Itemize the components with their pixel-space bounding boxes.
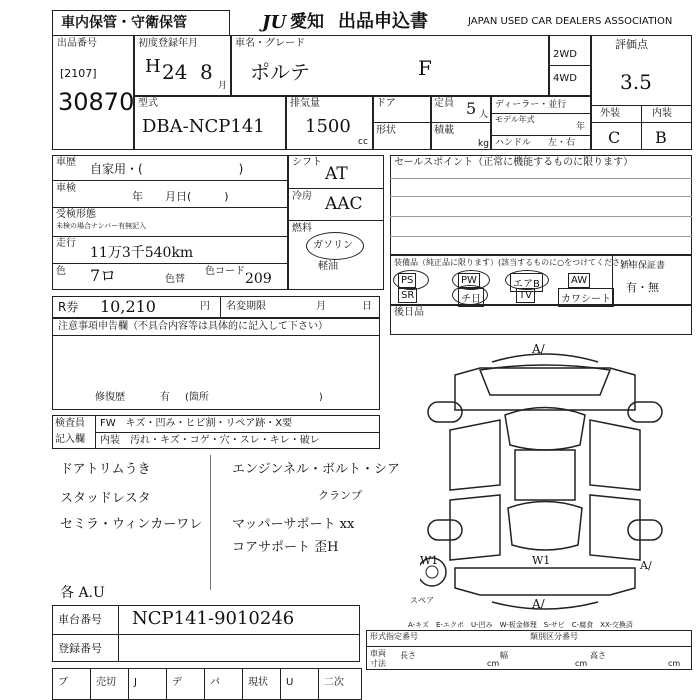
spare-label: スペア bbox=[410, 596, 434, 605]
exterior-label: 外装 bbox=[600, 108, 620, 119]
warranty-label: 新車保証書 bbox=[620, 261, 666, 271]
shift-value: AT bbox=[325, 164, 348, 184]
color-label: 色 bbox=[56, 266, 66, 277]
equip-tv: TV bbox=[516, 288, 535, 303]
note-line-8: 各 A.U bbox=[60, 585, 105, 601]
equip-aw: AW bbox=[568, 273, 590, 288]
equipment-label: 装備品（純正品に限ります）(該当するものに○をつけてください) bbox=[394, 258, 632, 267]
repair-location: (箇所 ) bbox=[185, 392, 323, 403]
lot-number-label: 出品番号 bbox=[57, 38, 97, 49]
cert-dimension-label: 寸法 bbox=[370, 659, 386, 668]
interior-label: 内装 bbox=[652, 108, 672, 119]
registration-era: H bbox=[145, 56, 161, 77]
inspector-row-1: FW キズ・凹み・ヒビ割・リペア跡・X要 bbox=[100, 418, 293, 429]
transfer-label: 受検形態 bbox=[56, 209, 96, 220]
equip-ps: PS bbox=[398, 273, 416, 288]
color-code-value: 209 bbox=[245, 271, 272, 287]
inspector-row-2: 内装 汚れ・キズ・コゲ・穴・スレ・キレ・破レ bbox=[100, 435, 320, 446]
car-name: ポルテ bbox=[250, 60, 310, 84]
storage-note-box bbox=[52, 10, 230, 36]
capacity-unit: 人 bbox=[479, 110, 489, 120]
month-unit: 月 bbox=[218, 81, 228, 91]
mileage-value: 11万3千540km bbox=[90, 245, 194, 261]
damage-legend: A-キズ E-エクボ U-凹み W-板金修理 S-サビ C-腐食 XX-交換済 bbox=[408, 621, 633, 629]
damage-mark-top: A/ bbox=[532, 342, 545, 356]
note-line-4: エンジンネル・ボルト・シア bbox=[232, 462, 400, 477]
drive-2wd: 2WD bbox=[553, 49, 577, 60]
ju-logo-icon: JU bbox=[262, 12, 287, 33]
damage-mark-right: W1 bbox=[532, 554, 551, 567]
mileage-label: 走行 bbox=[56, 238, 76, 249]
ps-circle bbox=[393, 270, 429, 290]
dealer-label: ディーラー・並行 bbox=[495, 100, 567, 110]
cert-vehicle-label: 車両 bbox=[370, 649, 386, 658]
registration-month: 8 bbox=[200, 60, 213, 84]
door-label: ドア bbox=[376, 98, 396, 109]
recycle-unit: 円 bbox=[200, 301, 210, 312]
bottom-cell-2: 売切 bbox=[96, 677, 116, 688]
shift-label: シフト bbox=[292, 157, 322, 168]
damage-mark-left: W1 bbox=[420, 554, 439, 567]
bottom-cell-8: 二次 bbox=[324, 677, 344, 688]
storage-note: 車内保管・守衛保管 bbox=[61, 15, 187, 31]
cert-length-label: 長さ bbox=[400, 651, 416, 660]
expiry-label: 名変期限 bbox=[226, 301, 266, 312]
registration-year: 24 bbox=[162, 60, 188, 84]
chassis-label: 車台番号 bbox=[58, 613, 102, 626]
cc-unit: cc bbox=[358, 137, 368, 147]
inspector-label-1: 検査員 bbox=[55, 418, 85, 429]
equip-pw: PW bbox=[458, 273, 480, 288]
nav-circle bbox=[452, 285, 488, 305]
expiry-month: 月 bbox=[316, 301, 326, 312]
bottom-cell-5: パ bbox=[210, 677, 220, 688]
exterior-grade: C bbox=[608, 128, 621, 147]
model-label: 型式 bbox=[138, 98, 158, 109]
color-code-label: 色コード bbox=[205, 266, 245, 277]
cert-height-label: 高さ bbox=[590, 651, 606, 660]
equip-sr: SR bbox=[398, 288, 417, 303]
year-unit: 年 bbox=[576, 122, 586, 132]
ac-value: AAC bbox=[325, 194, 363, 214]
inspector-label-2: 記入欄 bbox=[55, 434, 85, 445]
note-line-3: セミラ・ウィンカーワレ bbox=[60, 517, 203, 532]
kg-unit: kg bbox=[478, 139, 489, 149]
drive-4wd: 4WD bbox=[553, 73, 577, 84]
cert-cm-1: cm bbox=[487, 659, 500, 668]
airbag-circle bbox=[505, 270, 549, 290]
transfer-sub: 未検の場合ナンバー有無記入 bbox=[56, 222, 147, 230]
sales-point-block bbox=[390, 155, 692, 255]
reg-number-label: 登録番号 bbox=[58, 642, 102, 655]
registration-label: 初度登録年月 bbox=[138, 38, 198, 49]
shade-label: 色替 bbox=[165, 274, 185, 285]
model-year-label: モデル年式 bbox=[495, 115, 535, 124]
note-line-7: コアサポート 歪H bbox=[232, 540, 339, 555]
fuel-label: 燃料 bbox=[292, 223, 312, 234]
cert-cm-3: cm bbox=[668, 659, 681, 668]
note-line-2: スタッドレスタ bbox=[60, 491, 151, 506]
shape-label: 形状 bbox=[376, 125, 396, 136]
equip-airbag: エアB bbox=[510, 273, 543, 292]
later-items-label: 後日品 bbox=[394, 307, 424, 318]
handle-label: ハンドル bbox=[495, 138, 532, 148]
color-value: 7ロ bbox=[90, 266, 117, 285]
load-label: 積載 bbox=[434, 125, 454, 136]
sales-point-label: セールスポイント（正常に機能するものに限ります） bbox=[394, 157, 634, 168]
damage-mark-right-side: A/ bbox=[640, 559, 652, 572]
equip-leather-seat: カワシート bbox=[558, 288, 614, 307]
displacement-label: 排気量 bbox=[290, 98, 320, 109]
lot-number: 30870 bbox=[58, 88, 135, 116]
cert-type-label: 形式指定番号 bbox=[370, 632, 418, 641]
repair-history-value: 有 bbox=[160, 392, 170, 403]
bottom-cell-1: ブ bbox=[58, 677, 68, 688]
capacity-value: 5 bbox=[466, 99, 477, 118]
notes-label: 注意事項申告欄（不具合内容等は具体的に記入して下さい） bbox=[58, 321, 328, 332]
bottom-cell-3: J bbox=[134, 677, 137, 688]
fuel-gasoline: ガソリン bbox=[313, 240, 353, 251]
gasoline-circle bbox=[306, 232, 364, 260]
usage-type-label: 車歴 bbox=[56, 157, 76, 168]
note-line-1: ドアトリムうき bbox=[60, 462, 151, 477]
inspection-label: 車検 bbox=[56, 183, 76, 194]
ac-label: 冷房 bbox=[292, 191, 312, 202]
car-damage-diagram bbox=[420, 340, 670, 620]
association-name: JAPAN USED CAR DEALERS ASSOCIATION bbox=[468, 16, 673, 27]
later-items-block bbox=[390, 305, 692, 335]
bottom-cell-6: 現状 bbox=[248, 677, 268, 688]
cert-class-label: 類別区分番号 bbox=[530, 632, 578, 641]
capacity-label: 定員 bbox=[434, 98, 454, 109]
bottom-cell-7: U bbox=[286, 677, 294, 688]
lot-bracket-code: [2107] bbox=[60, 67, 97, 80]
logo-text: 愛知 bbox=[290, 12, 324, 32]
usage-type-value: 自家用・( ) bbox=[90, 162, 244, 176]
note-line-5: クランプ bbox=[318, 489, 362, 502]
displacement-value: 1500 bbox=[305, 116, 351, 137]
damage-mark-rear: A/ bbox=[532, 597, 545, 611]
cert-cm-2: cm bbox=[575, 659, 588, 668]
expiry-day: 日 bbox=[362, 301, 372, 312]
recycle-label: R券 bbox=[58, 300, 79, 314]
repair-history-label: 修復歴 bbox=[95, 392, 125, 403]
car-name-label: 車名・グレード bbox=[235, 38, 305, 49]
form-title: 出品申込書 bbox=[338, 11, 428, 32]
handle-options: 左・右 bbox=[548, 138, 576, 148]
note-line-6: マッパーサポート xx bbox=[232, 517, 355, 532]
model-code: DBA-NCP141 bbox=[142, 116, 265, 137]
equip-nav: チ日 bbox=[458, 288, 484, 307]
chassis-number: NCP141-9010246 bbox=[132, 608, 295, 629]
score-label: 評価点 bbox=[615, 38, 648, 51]
cert-width-label: 幅 bbox=[500, 651, 508, 660]
fuel-diesel: 軽油 bbox=[318, 261, 338, 272]
inspection-value: 年 月日( ) bbox=[132, 190, 229, 203]
interior-grade: B bbox=[655, 128, 667, 147]
score-value: 3.5 bbox=[620, 70, 652, 94]
bottom-cell-4: デ bbox=[172, 677, 182, 688]
warranty-value: 有・無 bbox=[626, 281, 659, 294]
recycle-value: 10,210 bbox=[100, 297, 156, 316]
car-grade: F bbox=[418, 56, 432, 80]
